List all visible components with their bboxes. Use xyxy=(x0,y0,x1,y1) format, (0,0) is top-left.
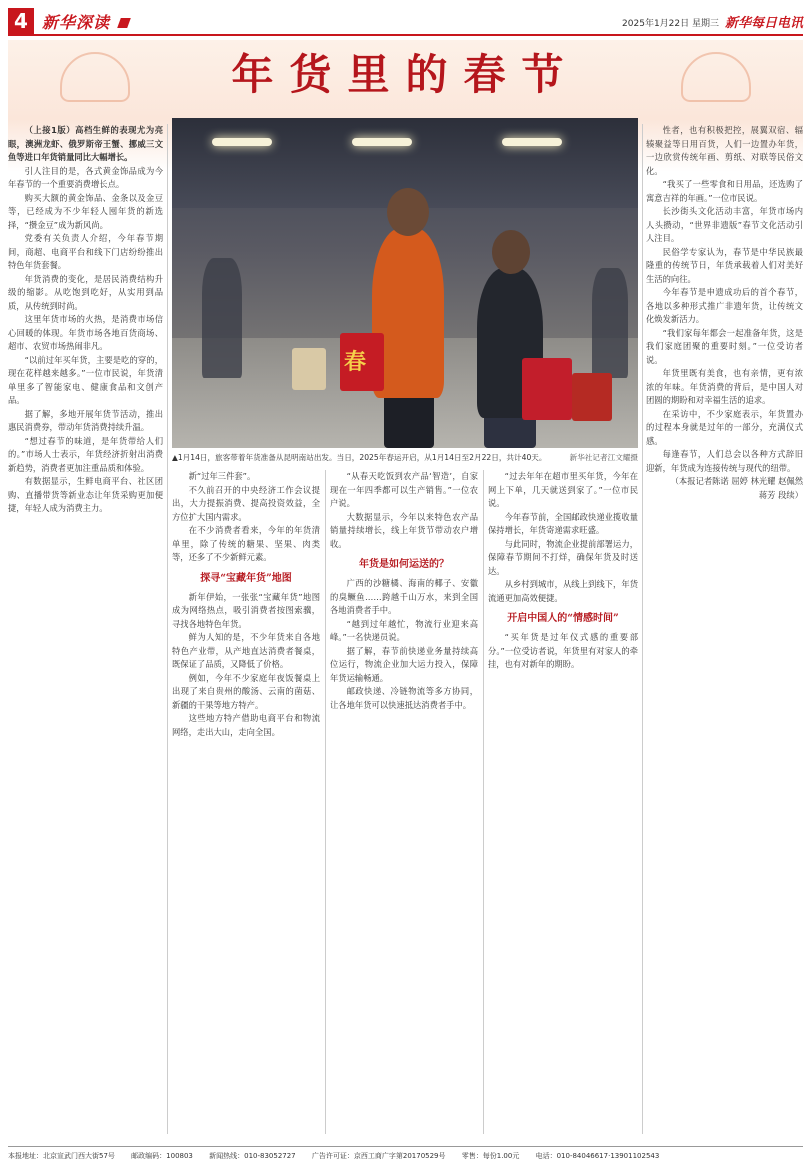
section-logo xyxy=(42,10,129,33)
paragraph: 这些地方特产借助电商平台和物流网络，走出大山，走向全国。 xyxy=(172,713,320,737)
footer-ad-license: 广告许可证：京西工商广字第20170529号 xyxy=(311,1152,446,1160)
gift-bag-icon xyxy=(292,348,326,390)
paragraph: 广西的沙糖橘、海南的椰子、安徽的臭鳜鱼……跨越千山万水，来到全国各地消费者手中。 xyxy=(330,578,478,615)
column-divider xyxy=(642,124,643,1134)
page-number: 4 xyxy=(8,8,34,34)
paragraph: 从乡村到城市，从线上到线下，年货流通更加高效便捷。 xyxy=(488,579,638,603)
column-2 xyxy=(172,470,320,1134)
ceiling-light-icon xyxy=(352,138,412,146)
traveler-head xyxy=(387,188,429,236)
traveler-head xyxy=(492,230,530,274)
section-title: 新华深读 xyxy=(42,13,111,32)
paragraph: 鲜为人知的是，不少年货来自各地特色产业带，从产地直达消费者餐桌，既保证了品质，又降低了价格。 xyxy=(172,632,320,669)
footer-phone: 电话：010-84046617·13901102543 xyxy=(535,1152,660,1160)
column-1 xyxy=(8,124,163,1134)
footer-price: 零售：每份1.00元 xyxy=(461,1152,520,1160)
column-divider xyxy=(483,470,484,1134)
paragraph: 今年春节前，全国邮政快递业揽收量保持增长，年货寄递需求旺盛。 xyxy=(488,511,638,535)
bystander-figure xyxy=(202,258,242,378)
bystander-figure xyxy=(592,268,628,378)
paragraph: （上接1版）高档生鲜的表现尤为亮眼，澳洲龙虾、俄罗斯帝王蟹、挪威三文鱼等进口年货销量同比大幅增长。 xyxy=(8,125,163,162)
headline: 年货里的春节 xyxy=(231,50,580,99)
paragraph: 民俗学专家认为，春节是中华民族最隆重的传统节日，年货承载着人们对美好生活的向往。 xyxy=(646,246,803,284)
top-rule xyxy=(8,34,803,36)
ceiling-light-icon xyxy=(502,138,562,146)
paragraph: 长沙街头文化活动丰富，年货市场内人头攒动，“世界非遗版”春节文化活动引人注目。 xyxy=(646,206,803,243)
footer-address: 本报地址：北京宣武门西大街57号 xyxy=(8,1152,115,1160)
caption-text: ▲1月14日，旅客带着年货准备从昆明南站出发。当日，2025年春运开启，从1月14日至2月22日，共计40天。 xyxy=(172,453,547,462)
main-photo xyxy=(172,118,638,448)
paragraph: 新“过年三件套”。 xyxy=(188,471,256,481)
paragraph: 性者，也有积极把控，展翼双宿、辐辏聚益等日用百货，人们一边置办年货，一边欣赏传统年画、剪纸、对联等民俗文化。 xyxy=(646,125,803,176)
chun-gift-bag-icon: 春 xyxy=(340,333,384,391)
paragraph: “从春天吃饭到农产品‘智造’，自家现在一年四季都可以生产销售。”一位农户说。 xyxy=(330,471,478,508)
paragraph: 不久前召开的中央经济工作会议提出，大力提振消费、提高投资效益，全方位扩大国内需求。 xyxy=(172,484,320,522)
paragraph: 与此同时，物流企业提前部署运力，保障春节期间不打烊，确保年货及时送达。 xyxy=(488,538,638,576)
footer xyxy=(8,1146,803,1166)
paragraph: 据了解，多地开展年货节活动，推出惠民消费券，带动年货消费持续升温。 xyxy=(8,408,163,432)
photo-credit: 新华社记者江文耀摄 xyxy=(569,453,638,462)
ceiling-light-icon xyxy=(212,138,272,146)
paragraph: 新年伊始，一张张“宝藏年货”地图成为网络热点，吸引消费者按图索骥，寻找各地特色年货。 xyxy=(172,591,320,629)
paragraph: 今年春节是申遗成功后的首个春节，各地以多种形式推广非遗年货，让传统文化焕发新活力。 xyxy=(646,287,803,324)
paragraph: 年货消费的变化，是居民消费结构升级的缩影。从吃饱到吃好，从实用到品质，从传统到时尚。 xyxy=(8,273,163,311)
paragraph: “越到过年越忙，物流行业迎来高峰。”一名快递员说。 xyxy=(330,618,478,642)
subhead: 年货是如何运送的？ xyxy=(359,559,449,570)
paragraph: 例如，今年不少家庭年夜饭餐桌上出现了来自贵州的酸汤、云南的菌菇、新疆的干果等地方特产。 xyxy=(172,672,320,710)
column-divider xyxy=(325,470,326,1134)
paragraph: 有数据显示，生鲜电商平台、社区团购、直播带货等新业态让年货采购更加便捷，年轻人成为消费主力。 xyxy=(8,476,163,513)
paragraph: 年货里既有美食，也有亲情，更有浓浓的年味。年货消费的背后，是中国人对团圆的期盼和对幸福生活的追求。 xyxy=(646,368,803,405)
paragraph: 在不少消费者看来，今年的年货清单里，除了传统的糖果、坚果、肉类等，还多了不少新鲜元素。 xyxy=(172,525,320,562)
column-divider xyxy=(167,124,168,1134)
column-3 xyxy=(330,470,478,1134)
paragraph: 这里年货市场的火热，是消费市场信心回暖的体现。年货市场各地百货商场、超市、农贸市场热闹非凡。 xyxy=(8,314,163,351)
issue-date: 2025年1月22日 星期三 xyxy=(622,19,719,29)
paragraph: 党委有关负责人介绍，今年春节期间，商超、电商平台和线下门店纷纷推出特色年货套餐。 xyxy=(8,233,163,270)
paragraph: 购买大额的黄金饰品、金条以及金豆等，已经成为不少年轻人囤年货的新选择，“攒金豆”成为新风尚。 xyxy=(8,192,163,230)
paragraph: “以前过年买年货，主要是吃的穿的，现在花样越来越多。”一位市民说，年货清单里多了智能家电、健康食品和文创产品。 xyxy=(8,354,163,405)
paragraph: 据了解，春节前快递业务量持续高位运行，物流企业加大运力投入，保障年货运输畅通。 xyxy=(330,645,478,683)
paragraph: “想过春节的味道，是年货带给人们的。”市场人士表示，年货经济折射出消费新趋势，消费者更加注重品质和体验。 xyxy=(8,435,163,473)
section-mark-icon xyxy=(117,18,131,28)
subhead: 探寻“宝藏年货”地图 xyxy=(200,572,292,584)
column-4 xyxy=(488,470,638,1134)
paragraph: 每逢春节，人们总会以各种方式辞旧迎新，年货成为连接传统与现代的纽带。 xyxy=(646,449,803,473)
paragraph: “我买了一些零食和日用品，还选购了寓意吉祥的年画。”一位市民说。 xyxy=(646,179,803,203)
paragraph: 在采访中，不少家庭表示，年货置办的过程本身就是过年的一部分，充满仪式感。 xyxy=(646,408,803,446)
paragraph: 邮政快递、冷链物流等多方协同，让各地年货可以快速抵达消费者手中。 xyxy=(330,686,478,710)
byline: （本报记者陈诺 屈婷 林光耀 赵佩然 蒋芳 段续） xyxy=(670,476,803,500)
gift-bag-icon xyxy=(522,358,572,420)
masthead xyxy=(8,6,803,36)
paragraph: “买年货是过年仪式感的重要部分。”一位受访者说，年货里有对家人的牵挂，也有对新年的期盼。 xyxy=(488,632,638,669)
subhead: 开启中国人的“情感时间” xyxy=(507,613,619,624)
footer-postcode: 邮政编码：100803 xyxy=(131,1152,193,1160)
photo-caption xyxy=(172,452,638,463)
paragraph: “我们家每年都会一起准备年货，这是我们家庭团聚的重要时刻。”一位受访者说。 xyxy=(646,327,803,365)
column-5 xyxy=(646,124,803,1134)
footer-hotline: 新闻热线：010-83052727 xyxy=(209,1152,296,1160)
paragraph: 大数据显示，今年以来特色农产品销量持续增长，线上年货节带动农户增收。 xyxy=(330,511,478,549)
paragraph: 引人注目的是，各式黄金饰品成为今年春节的一个重要消费增长点。 xyxy=(8,165,163,189)
gift-bag-icon xyxy=(572,373,612,421)
paper-logo: 新华每日电讯 xyxy=(724,16,803,31)
paragraph: “过去年年在超市里买年货，今年在网上下单，几天就送到家了。”一位市民说。 xyxy=(488,471,638,508)
